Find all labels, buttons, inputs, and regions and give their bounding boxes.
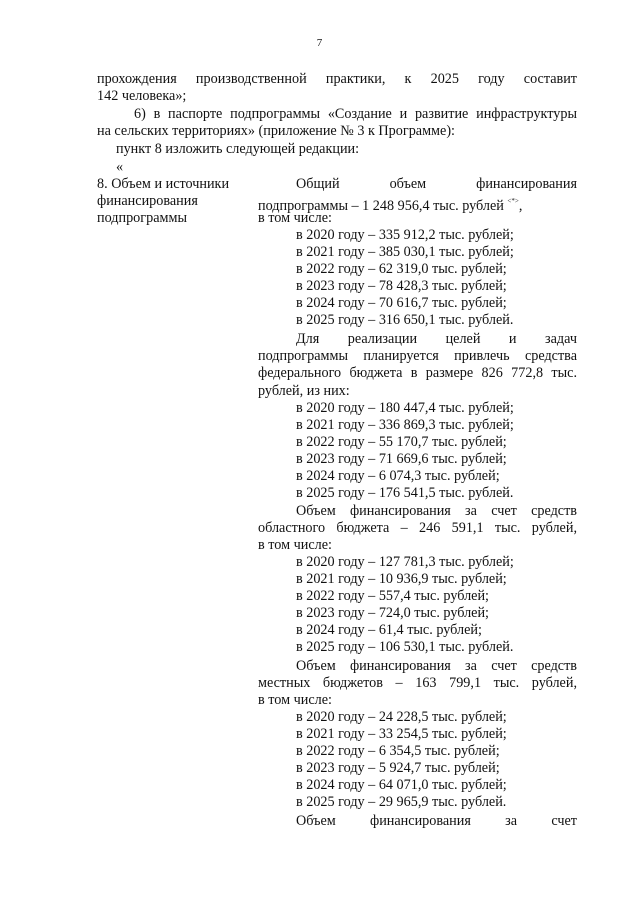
intro-line-1: прохождения производственной практики, к 2025 году составит — [97, 71, 577, 87]
footnote-marker: <*> — [507, 197, 519, 205]
total-year-2020: в 2020 году – 335 912,2 тыс. рублей; — [296, 227, 514, 243]
page-number: 7 — [316, 37, 323, 49]
total-year-2021: в 2021 году – 385 030,1 тыс. рублей; — [296, 244, 514, 260]
federal-line-3: федерального бюджета в размере 826 772,8 тыс. — [258, 365, 577, 381]
total-year-2023: в 2023 году – 78 428,3 тыс. рублей; — [296, 278, 507, 294]
total-line-1: Общий объем финансирования — [296, 176, 577, 192]
regional-year-2020: в 2020 году – 127 781,3 тыс. рублей; — [296, 554, 514, 570]
local-year-2025: в 2025 году – 29 965,9 тыс. рублей. — [296, 794, 507, 810]
federal-year-2021: в 2021 году – 336 869,3 тыс. рублей; — [296, 417, 514, 433]
local-line-2: местных бюджетов – 163 799,1 тыс. рублей, — [258, 675, 577, 691]
federal-year-2020: в 2020 году – 180 447,4 тыс. рублей; — [296, 400, 514, 416]
opening-quote: « — [116, 159, 124, 175]
local-year-2023: в 2023 году – 5 924,7 тыс. рублей; — [296, 760, 500, 776]
total-line-2-tail: , — [518, 198, 523, 214]
federal-year-2022: в 2022 году – 55 170,7 тыс. рублей; — [296, 434, 507, 450]
regional-year-2025: в 2025 году – 106 530,1 тыс. рублей. — [296, 639, 514, 655]
total-year-2025: в 2025 году – 316 650,1 тыс. рублей. — [296, 312, 514, 328]
regional-year-2024: в 2024 году – 61,4 тыс. рублей; — [296, 622, 482, 638]
left-column-line-2: финансирования — [97, 193, 198, 209]
regional-line-1: Объем финансирования за счет средств — [296, 503, 577, 519]
total-line-2-text: подпрограммы – 1 248 956,4 тыс. рублей — [258, 198, 504, 214]
federal-year-2025: в 2025 году – 176 541,5 тыс. рублей. — [296, 485, 514, 501]
next-section-line: Объем финансирования за счет — [296, 813, 577, 829]
local-line-1: Объем финансирования за счет средств — [296, 658, 577, 674]
total-line-3: в том числе: — [258, 210, 332, 226]
local-year-2020: в 2020 году – 24 228,5 тыс. рублей; — [296, 709, 507, 725]
local-year-2024: в 2024 году – 64 071,0 тыс. рублей; — [296, 777, 507, 793]
federal-line-4: рублей, из них: — [258, 383, 350, 399]
left-column-line-1: 8. Объем и источники — [97, 176, 230, 192]
left-column-line-3: подпрограммы — [97, 210, 187, 226]
federal-line-2: подпрограммы планируется привлечь средства — [258, 348, 577, 364]
local-year-2021: в 2021 году – 33 254,5 тыс. рублей; — [296, 726, 507, 742]
item-6-line-1: 6) в паспорте подпрограммы «Создание и развитие инфраструктуры — [134, 106, 577, 122]
total-year-2022: в 2022 году – 62 319,0 тыс. рублей; — [296, 261, 507, 277]
item-6-line-2: на сельских территориях» (приложение № 3 к Программе): — [97, 123, 455, 139]
total-year-2024: в 2024 году – 70 616,7 тыс. рублей; — [296, 295, 507, 311]
regional-line-3: в том числе: — [258, 537, 332, 553]
intro-line-2: 142 человека»; — [97, 88, 187, 104]
local-line-3: в том числе: — [258, 692, 332, 708]
federal-year-2024: в 2024 году – 6 074,3 тыс. рублей; — [296, 468, 500, 484]
regional-year-2022: в 2022 году – 557,4 тыс. рублей; — [296, 588, 489, 604]
regional-year-2023: в 2023 году – 724,0 тыс. рублей; — [296, 605, 489, 621]
regional-year-2021: в 2021 году – 10 936,9 тыс. рублей; — [296, 571, 507, 587]
federal-year-2023: в 2023 году – 71 669,6 тыс. рублей; — [296, 451, 507, 467]
federal-line-1: Для реализации целей и задач — [296, 331, 577, 347]
point-8-instruction: пункт 8 изложить следующей редакции: — [116, 141, 360, 157]
regional-line-2: областного бюджета – 246 591,1 тыс. рублей, — [258, 520, 577, 536]
local-year-2022: в 2022 году – 6 354,5 тыс. рублей; — [296, 743, 500, 759]
